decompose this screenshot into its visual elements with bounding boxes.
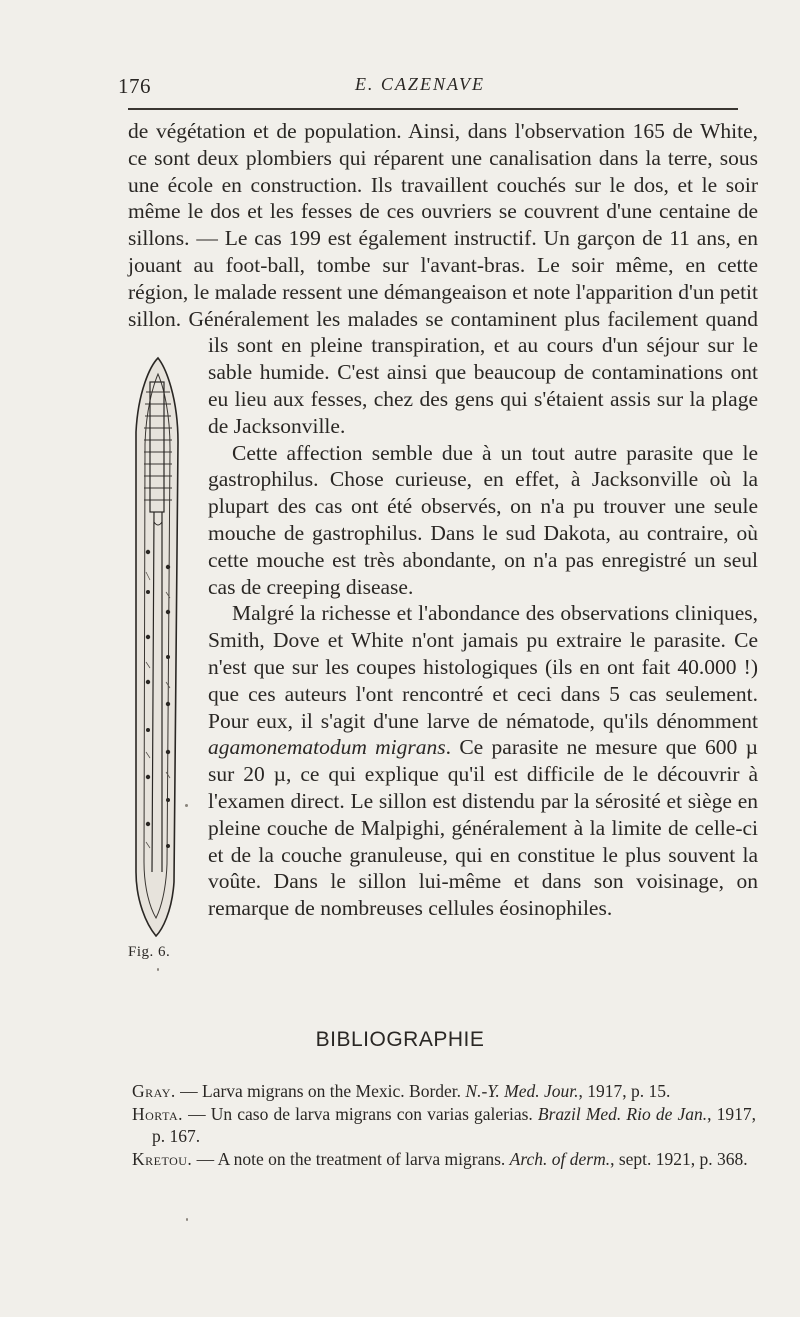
entry-author: Gray.	[132, 1081, 176, 1101]
bibliography-entry	[132, 1148, 756, 1171]
entry-title: — Un caso de larva migrans con varias galerias.	[183, 1103, 538, 1124]
paragraph-2	[128, 440, 758, 601]
entry-author: Kretou.	[132, 1148, 193, 1169]
paper-speck	[186, 1218, 188, 1221]
paper-speck	[185, 804, 188, 807]
nematode-larva-illustration	[128, 352, 192, 942]
bibliography-entry	[132, 1080, 756, 1103]
bibliography-list	[132, 1080, 756, 1170]
entry-title: — A note on the treatment of larva migrans.	[192, 1148, 510, 1169]
bibliography-title: BIBLIOGRAPHIE	[315, 1028, 485, 1051]
entry-author: Horta.	[132, 1103, 183, 1124]
entry-journal: Arch. of derm.	[509, 1148, 611, 1169]
page-number: 176	[118, 74, 151, 98]
entry-details: , 1917, p. 167.	[152, 1103, 757, 1146]
entry-details: , 1917, p. 15.	[578, 1081, 671, 1101]
species-name: agamonematodum migrans	[208, 735, 446, 760]
figure-6	[128, 352, 208, 992]
header-rule	[128, 108, 738, 110]
entry-title: — Larva migrans on the Mexic. Border.	[175, 1081, 466, 1101]
entry-details: , sept. 1921, p. 368.	[610, 1148, 748, 1169]
entry-journal: Brazil Med. Rio de Jan.	[537, 1103, 708, 1124]
paragraph-3-text-a: Malgré la richesse et l'abondance des observations cliniques, Smith, Dove et White n'ont jamais pu extraire le parasite. Ce n'est que sur les coupes histologiques (ils en ont fait 40.000 !) que ces auteurs l'ont rencontré et ceci dans 5 cas seulement. Pour eux, il s'agit d'une larve de nématode, qu'ils dénomment	[208, 601, 758, 733]
paragraph-3-text-b: . Ce parasite ne mesure que 600 µ sur 20 µ, ce qui explique qu'il est difficile de le découvrir à l'examen direct. Le sillon est distendu par la sérosité et siège en pleine couche de Malpighi, généralement à la limite de celle-ci et de la couche granuleuse, qui en constitue le plus souvent la voûte. Dans le sillon lui-même et dans son voisinage, on remarque de nombreuses cellules éosinophiles.	[208, 735, 758, 921]
bibliography-entry	[132, 1103, 756, 1148]
entry-journal: N.-Y. Med. Jour.	[465, 1081, 579, 1101]
paper-speck	[157, 968, 159, 971]
figure-caption: Fig. 6.	[128, 944, 171, 960]
paragraph-1: de végétation et de population. Ainsi, dans l'observation 165 de White, ce sont deux plombiers qui réparent une canalisation dans la terre, sous une école en construction. Ils travaillent couchés sur le dos, et le soir même le dos et les fesses de ces ouvriers se couvrent d'une centaine de sillons. — Le cas 199 est également instructif. Un garçon de 11 ans, en jouant au foot-ball, tombe sur l'avant-bras. Le soir même, en cette région, le malade ressent une démangeaison et note l'apparition d'un petit sillon. Généralement les malades se contaminent plus facilement quand ils sont en pleine transpiration, et au cours d'un séjour sur le sable humide. C'est ainsi que beaucoup de contaminations ont eu lieu aux fesses, chez des gens qui s'étaient assis sur la plage de Jacksonville.	[128, 119, 758, 438]
running-head: E. CAZENAVE	[354, 74, 486, 94]
paragraph-2-text: Cette affection semble due à un tout autre parasite que le gastrophilus. Chose curieuse, en effet, à Jacksonville où la plupart des cas ont été observés, on n'a pu trouver une seule mouche de gastrophilus. Dans le sud Dakota, au contraire, où cette mouche est très abondante, on n'a pas enregistré un seul cas de creeping disease.	[208, 440, 758, 599]
paragraph-3	[128, 600, 758, 922]
paragraph-1-lead	[128, 118, 758, 440]
main-text	[128, 118, 758, 986]
